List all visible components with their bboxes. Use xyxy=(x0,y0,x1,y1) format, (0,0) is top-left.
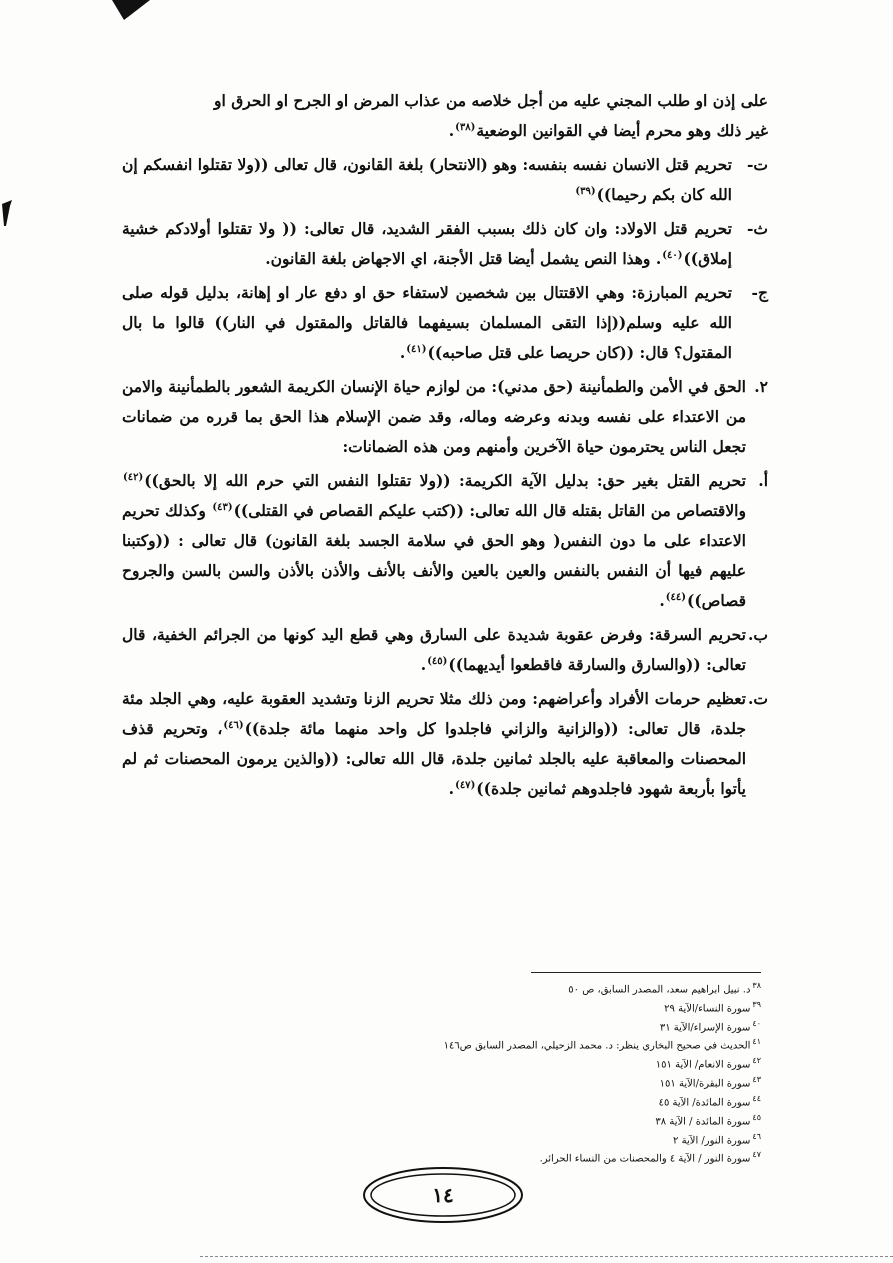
sub-label-a: أ. xyxy=(758,471,768,490)
item-label-ta: ت- xyxy=(746,155,768,174)
footnote-ref-43[interactable]: (٤٣) xyxy=(212,501,233,513)
footnote-number: ٤٤ xyxy=(752,1093,761,1103)
sub-a-text-2: والاقتصاص من القاتل بقتله قال الله تعالى: ((كتب عليكم القصاص في القتلى)) xyxy=(233,501,746,520)
item-label-tha: ث- xyxy=(746,219,768,238)
item-label-jim: ج- xyxy=(751,283,768,302)
footnote-item xyxy=(301,979,761,998)
footnote-text: سورة النور/ الآية ٢ xyxy=(673,1134,751,1146)
footnote-number: ٤٢ xyxy=(752,1056,761,1066)
sub-b-text: تحريم السرقة: وفرض عقوبة شديدة على السارق وهي قطع اليد كونها من الجرائم الخفية، قال تعالى: ((والسارق والسارقة فاقطعوا أيديهما)) xyxy=(122,625,746,674)
sub-label-t: ت. xyxy=(748,689,768,708)
footnote-item xyxy=(301,1054,761,1073)
sub-t-text-1: تعظيم حرمات الأفراد وأعراضهم: ومن ذلك مثلا تحريم الزنا وتشديد العقوبة عليه، وهي الجلد مئة جلدة، قال تعالى: ((والزانية والزاني فاجلدوا كل واحد منهما مائة جلدة)) xyxy=(122,689,746,738)
corner-triangle-mark xyxy=(112,0,152,22)
footnote-text: الحديث في صحيح البخاري ينظر: د. محمد الزحيلي، المصدر السابق ص١٤٦ xyxy=(443,1040,751,1052)
footnote-item xyxy=(301,1073,761,1092)
sub-label-b: ب. xyxy=(748,625,768,644)
footnotes-section xyxy=(301,972,761,1167)
page-number-frame xyxy=(362,1166,524,1224)
continued-line-1: على إذن او طلب المجني عليه من أجل خلاصه من عذاب المرض او الجرح او الحرق او xyxy=(214,91,768,110)
footnote-item xyxy=(301,1148,761,1167)
footnote-item xyxy=(301,1111,761,1130)
footnote-ref-46[interactable]: (٤٦) xyxy=(223,719,244,731)
footnote-ref-40[interactable]: (٤٠) xyxy=(662,249,683,261)
period: . xyxy=(448,121,455,140)
footnote-item xyxy=(301,1130,761,1149)
footnote-text: سورة الانعام/ الآية ١٥١ xyxy=(655,1059,751,1071)
period: . xyxy=(448,779,455,798)
footnote-text: سورة المائدة/ الآية ٤٥ xyxy=(658,1097,751,1109)
footnote-number: ٣٨ xyxy=(752,981,761,990)
section-number: ٢. xyxy=(754,377,768,396)
footnote-text: سورة النور / الآية ٤ والمحصنات من النساء الحرائر. xyxy=(539,1153,751,1165)
footnote-text: د. نبيل ابراهيم سعد، المصدر السابق، ص ٥٠ xyxy=(568,984,751,996)
footnote-item xyxy=(301,1092,761,1111)
sub-t-honour xyxy=(122,684,768,804)
footnote-ref-39[interactable]: (٣٩) xyxy=(575,185,596,197)
period: . xyxy=(420,655,427,674)
footnote-number: ٤١ xyxy=(752,1037,761,1047)
item-tha-text-1: تحريم قتل الاولاد: وان كان ذلك بسبب الفقر الشديد، قال تعالى: (( ولا تقتلوا أولادكم خشية إملاق)) xyxy=(122,219,732,268)
footnote-text: سورة النساء/الآية ٢٩ xyxy=(664,1003,751,1015)
footnote-ref-47[interactable]: (٤٧) xyxy=(455,779,476,791)
footnote-number: ٤٥ xyxy=(752,1112,761,1122)
sub-a-text-1: تحريم القتل بغير حق: بدليل الآية الكريمة: ((ولا تقتلوا النفس التي حرم الله إلا بالحق)) xyxy=(144,471,746,490)
item-ta-text: تحريم قتل الانسان نفسه بنفسه: وهو (الانتحار) بلغة القانون، قال تعالى ((ولا تقتلوا انفسكم إن الله كان بكم رحيما)) xyxy=(122,155,732,204)
sub-a-text-3: وكذلك تحريم الاعتداء على ما دون النفس( وهو الحق في سلامة الجسد بلغة القانون) قال تعالى : ((وكتبنا عليهم فيها أن النفس بالنفس والعين بالعين والأنف بالأنف والأذن بالأذن والسن بالسن والجروح قصاص)) xyxy=(122,501,746,610)
margin-tick-mark xyxy=(0,200,14,228)
page-body xyxy=(122,86,768,808)
item-jim-duel xyxy=(122,278,768,368)
footnote-ref-45[interactable]: (٤٥) xyxy=(427,655,448,667)
footnote-separator xyxy=(531,972,761,973)
footnote-text: سورة المائدة / الآية ٣٨ xyxy=(655,1116,751,1128)
item-ta-suicide xyxy=(122,150,768,210)
item-tha-text-2: . وهذا النص يشمل أيضا قتل الأجنة، اي الاجهاض بلغة القانون. xyxy=(265,249,662,268)
sub-a-killing xyxy=(122,466,768,616)
footnote-ref-38[interactable]: (٣٨) xyxy=(455,121,476,133)
footnote-item xyxy=(301,1035,761,1054)
footnote-text: سورة البقرة/الآية ١٥١ xyxy=(659,1078,751,1090)
period: . xyxy=(399,343,406,362)
section-2-text: الحق في الأمن والطمأنينة (حق مدني): من لوازم حياة الإنسان الكريمة الشعور بالطمأنينة والامن من الاعتداء على نفسه وبدنه وعرضه وماله، وقد ضمن الإسلام هذا الحق بما قرره من ضمانات تجعل الناس يحترمون حياة الآخرين وأمنهم ومن هذه الضمانات: xyxy=(122,377,746,456)
footnote-number: ٤٠ xyxy=(752,1018,761,1028)
section-2-security xyxy=(122,372,768,462)
footnote-number: ٤٧ xyxy=(752,1150,761,1160)
footnote-ref-42[interactable]: (٤٢) xyxy=(123,471,144,483)
footnote-ref-44[interactable]: (٤٤) xyxy=(665,591,687,603)
page-number: ١٤ xyxy=(432,1183,454,1207)
footnote-number: ٣٩ xyxy=(752,999,761,1009)
footnote-item xyxy=(301,998,761,1017)
footnote-item xyxy=(301,1017,761,1036)
period: . xyxy=(659,591,665,610)
sub-b-theft xyxy=(122,620,768,680)
footnote-list xyxy=(301,979,761,1167)
sub-t-text-2: ، وتحريم قذف المحصنات والمعاقبة عليه بالجلد ثمانين جلدة، قال الله تعالى: ((والذين يرمون المحصنات ثم لم يأتوا بأربعة شهود فاجلدوهم ثمانين جلدة)) xyxy=(122,719,746,798)
scan-bottom-edge xyxy=(200,1256,893,1257)
footnote-text: سورة الإسراء/الآية ٣١ xyxy=(659,1021,751,1033)
item-jim-text: تحريم المبارزة: وهي الاقتتال بين شخصين لاستفاء حق او دفع عار او إهانة، بدليل قوله صلى الله عليه وسلم((إذا التقى المسلمان بسيفهما فالقاتل والمقتول في النار)) قالوا ما بال المقتول؟ قال: ((كان حريصا على قتل صاحبه)) xyxy=(122,283,732,362)
item-tha-children xyxy=(122,214,768,274)
footnote-number: ٤٣ xyxy=(752,1075,761,1085)
footnote-number: ٤٦ xyxy=(752,1131,761,1141)
continued-paragraph xyxy=(122,86,768,146)
footnote-ref-41[interactable]: (٤١) xyxy=(406,343,427,355)
continued-line-2: غير ذلك وهو محرم أيضا في القوانين الوضعية xyxy=(476,121,768,140)
